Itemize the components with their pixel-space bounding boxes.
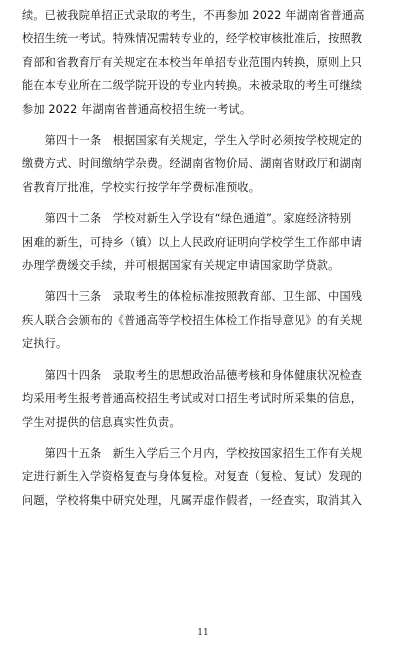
text-line: 第四十五条 新生入学后三个月内，学校按国家招生工作有关规 xyxy=(22,446,363,460)
paragraph-article-42 xyxy=(22,207,386,277)
text-line: 办理学费缓交手续，并可根据国家有关规定申请国家助学贷款。 xyxy=(22,259,340,273)
text-line: 校招生统一考试。特殊情况需转专业的，经学校审核批准后，按照教 xyxy=(22,32,363,46)
text-line: 缴费方式、时间缴纳学杂费。经湖南省物价局、湖南省财政厅和湖南 xyxy=(22,157,363,171)
text-line: 省教育厅批准，学校实行按学年学费标准预收。 xyxy=(22,180,261,194)
paragraph-article-43 xyxy=(22,285,386,355)
text-line: 第四十二条 学校对新生入学设有“绿色通道”。家庭经济特别 xyxy=(22,212,352,226)
text-line: 第四十一条 根据国家有关规定，学生入学时必须按学校规定的 xyxy=(22,134,363,148)
paragraph-continuation xyxy=(22,4,386,121)
text-line: 第四十三条 录取考生的体检标准按照教育部、卫生部、中国残 xyxy=(22,290,363,304)
paragraph-article-44 xyxy=(22,364,386,434)
paragraph-article-45 xyxy=(22,442,386,512)
text-line: 定进行新生入学资格复查与身体复检。对复查（复检、复试）发现的 xyxy=(22,470,363,484)
text-line: 学生对提供的信息真实性负责。 xyxy=(22,415,181,429)
text-line: 能在本专业所在二级学院开设的专业内转换。未被录取的考生可继续 xyxy=(22,79,363,93)
text-line: 问题，学校将集中研究处理，凡属弄虚作假者，一经查实，取消其入 xyxy=(22,493,363,507)
text-line: 参加 2022 年湖南省普通高校招生统一考试。 xyxy=(22,102,252,116)
text-line: 育部和省教育厅有关规定在本校当年单招专业范围内转换，原则上只 xyxy=(22,55,363,69)
document-body xyxy=(22,4,386,520)
paragraph-article-41 xyxy=(22,129,386,199)
text-line: 疾人联合会颁布的《普通高等学校招生体检工作指导意见》的有关规 xyxy=(22,313,363,327)
text-line: 第四十四条 录取考生的思想政治品德考核和身体健康状况检查 xyxy=(22,368,363,382)
text-line: 续。已被我院单招正式录取的考生，不再参加 2022 年湖南省普通高 xyxy=(22,9,365,22)
text-line: 困难的新生，可持乡（镇）以上人民政府证明向学校学生工作部申请 xyxy=(22,235,363,249)
page-number: 11 xyxy=(197,628,209,638)
text-line: 定执行。 xyxy=(22,337,68,351)
text-line: 均采用考生报考普通高校招生考试或对口招生考试时所采集的信息， xyxy=(22,392,363,406)
